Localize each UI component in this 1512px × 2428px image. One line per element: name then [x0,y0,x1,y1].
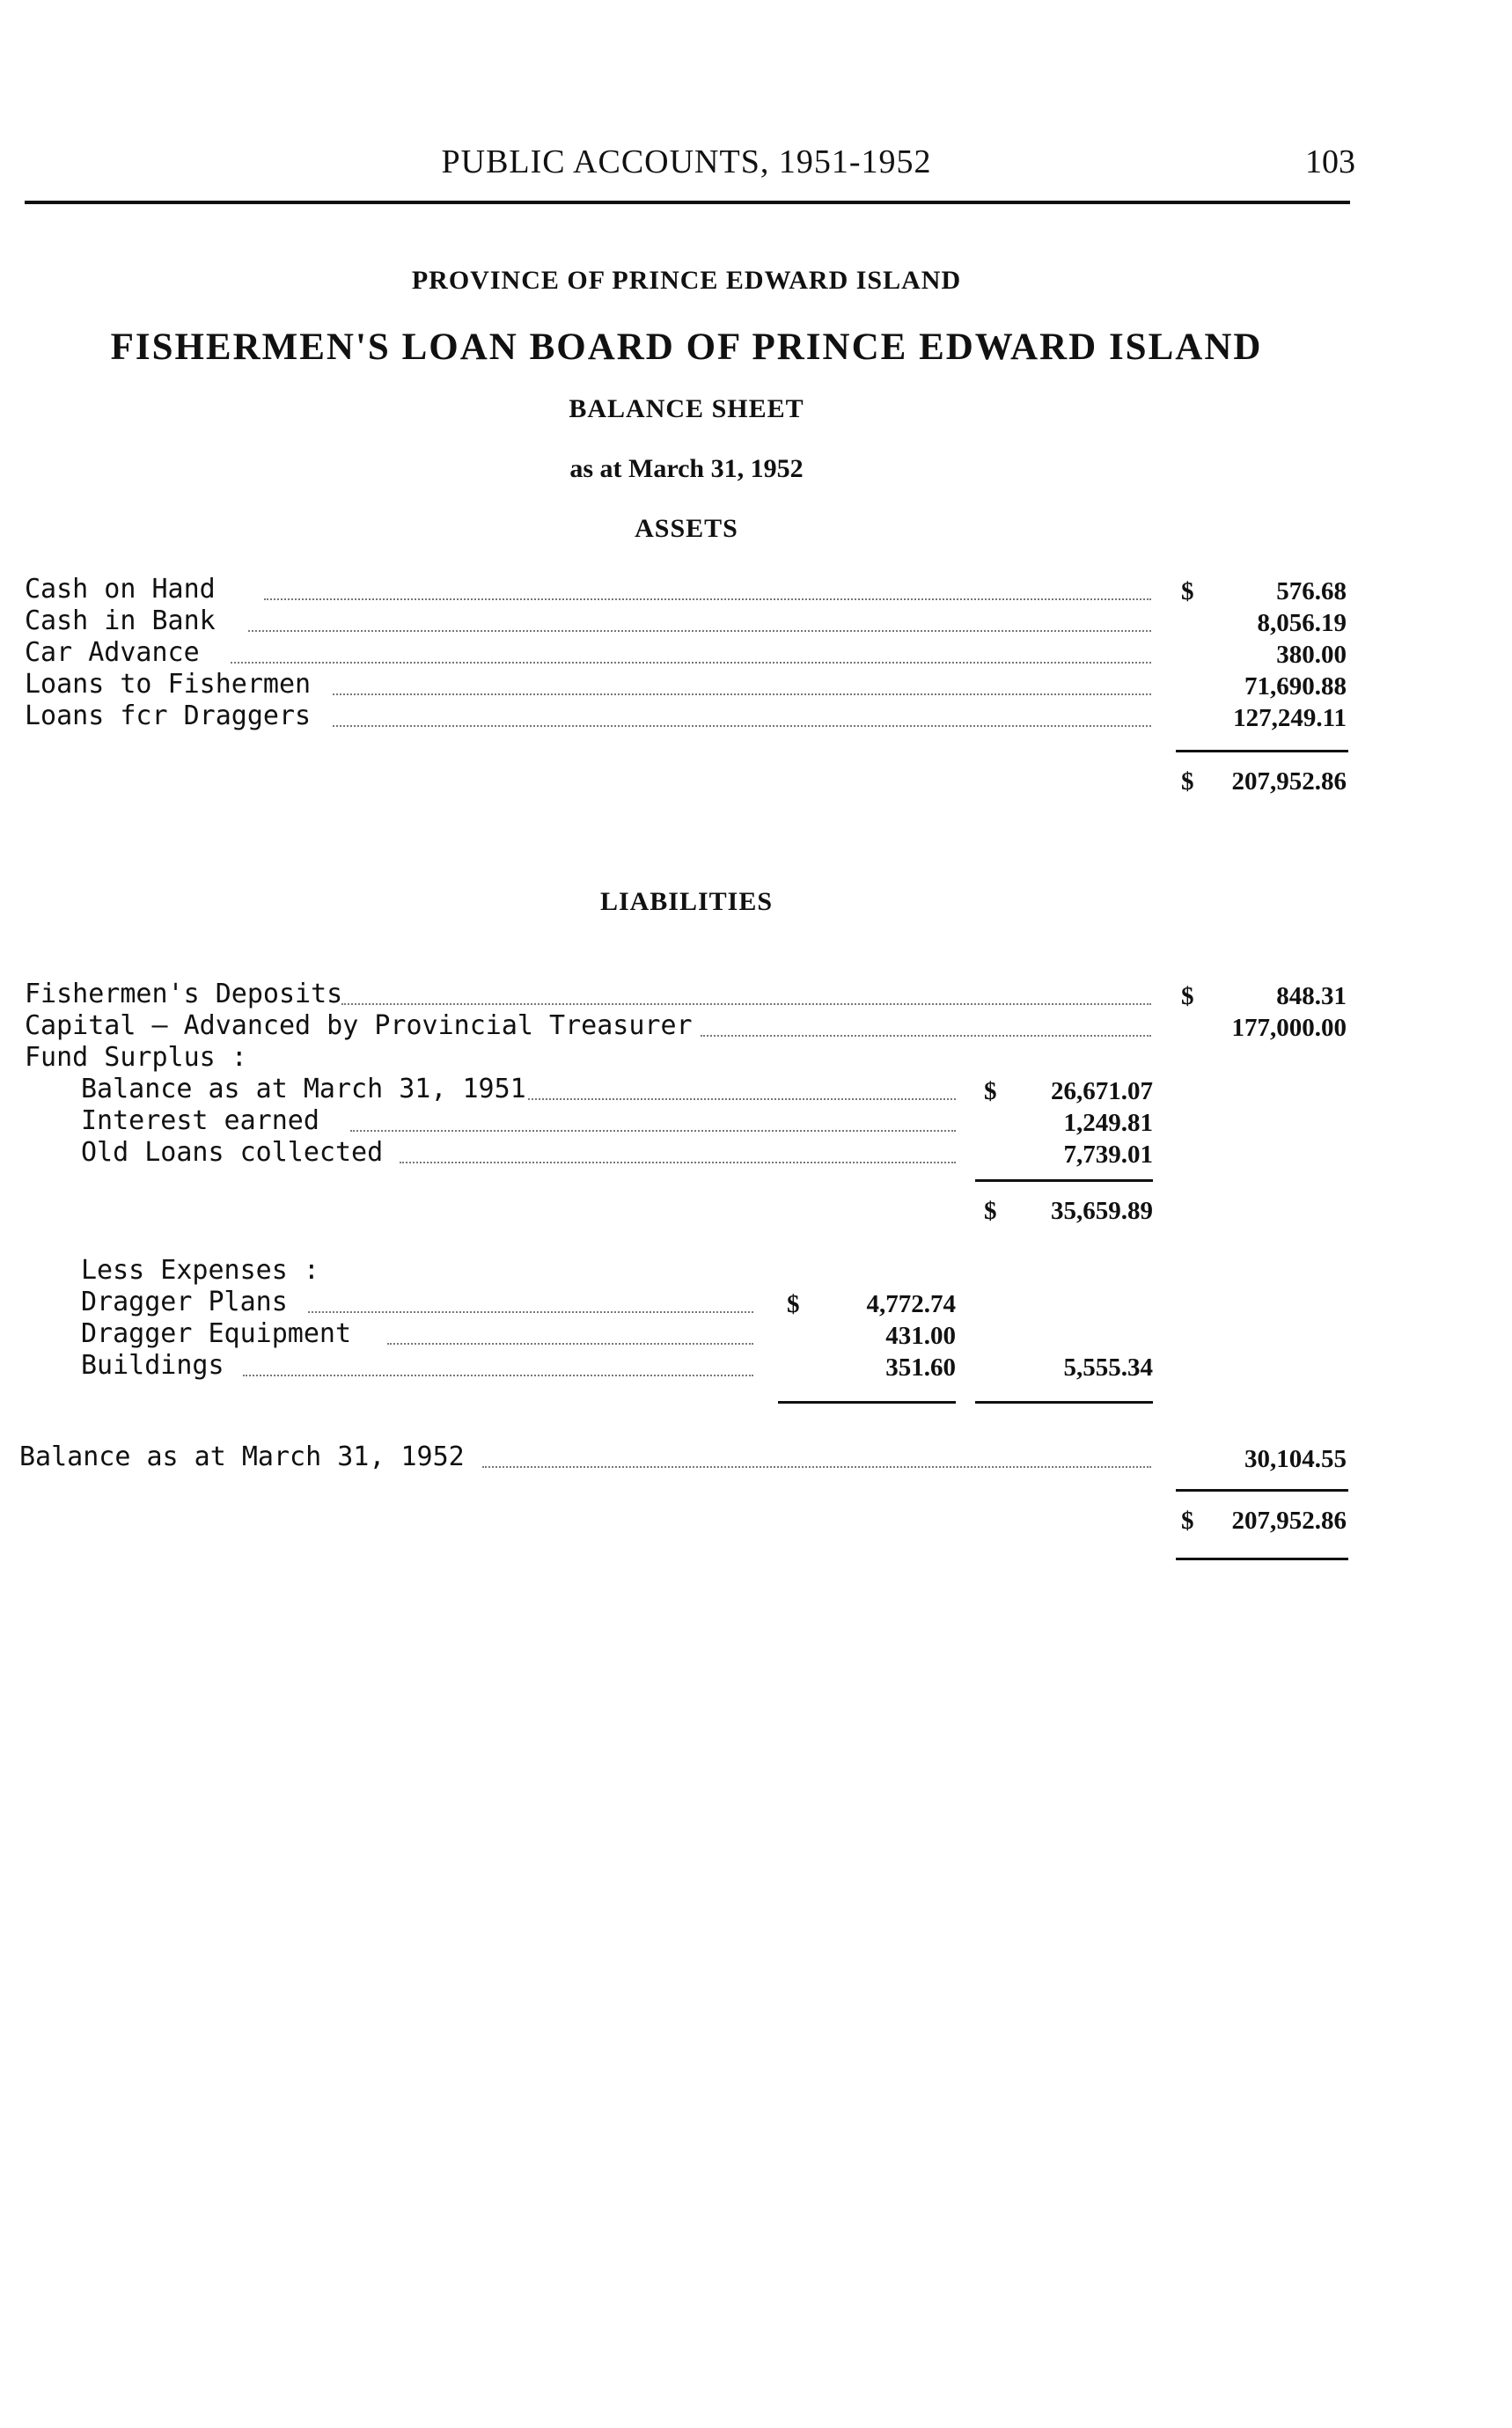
liability-amount: 848.31 [1276,982,1347,1010]
asset-dollar-sign: $ [1181,577,1194,605]
asset-amount: 127,249.11 [1233,704,1347,732]
dot-leader [243,1375,753,1376]
balance-amount: 30,104.55 [1244,1445,1347,1473]
less-expenses-label: Less Expenses : [81,1255,319,1286]
dot-leader [333,725,1151,727]
dot-leader [333,693,1151,695]
grand-total-rule-bottom [1176,1558,1348,1560]
surplus-amount: 7,739.01 [1063,1141,1153,1169]
liability-amount: 177,000.00 [1231,1014,1347,1042]
dot-leader [350,1130,956,1132]
assets-total-dollar: $ [1181,767,1194,796]
surplus-amount: 1,249.81 [1063,1109,1153,1137]
expense-item-label: Dragger Equipment [81,1318,352,1349]
surplus-item-label: Interest earned [81,1105,319,1136]
dot-leader [482,1466,1151,1468]
dot-leader [400,1162,956,1163]
asset-label: Cash in Bank [25,605,216,636]
balance-label: Balance as at March 31, 1952 [19,1441,465,1472]
fund-surplus-label: Fund Surplus : [25,1042,247,1073]
liability-label: Fishermen's Deposits [25,979,343,1009]
liability-label: Capital — Advanced by Provincial Treasurer [25,1010,693,1041]
total-rule [1176,750,1348,752]
dot-leader [264,598,1151,600]
asset-amount: 71,690.88 [1244,672,1347,701]
dot-leader [231,662,1151,664]
statement-heading: BALANCE SHEET [569,394,804,423]
expense-amount: 4,772.74 [866,1290,956,1318]
page-number: 103 [1305,143,1355,180]
header-rule [25,201,1350,204]
dot-leader [387,1343,753,1345]
asset-label: Loans fcr Draggers [25,701,312,731]
dot-leader [701,1035,1151,1037]
dot-leader [341,1003,1151,1005]
asset-amount: 380.00 [1276,641,1347,669]
asset-label: Cash on Hand [25,574,216,605]
statement-date: as at March 31, 1952 [569,454,804,483]
liability-dollar-sign: $ [1181,982,1194,1010]
board-heading: FISHERMEN'S LOAN BOARD OF PRINCE EDWARD ISLAND [110,326,1263,368]
asset-label: Car Advance [25,637,200,668]
expenses-total-rule [975,1401,1153,1404]
expense-amount: 351.60 [885,1353,956,1382]
surplus-subtotal-dollar: $ [984,1197,997,1225]
liabilities-heading: LIABILITIES [599,887,774,916]
asset-amount: 8,056.19 [1257,609,1347,637]
grand-total-rule-top [1176,1489,1348,1492]
asset-amount: 576.68 [1276,577,1347,605]
province-heading: PROVINCE OF PRINCE EDWARD ISLAND [411,266,962,295]
grand-total-dollar: $ [1181,1507,1194,1535]
surplus-dollar-sign: $ [984,1077,997,1105]
expenses-rule [778,1401,956,1404]
dot-leader [528,1098,956,1100]
surplus-item-label: Balance as at March 31, 1951 [81,1074,526,1104]
running-header-title: PUBLIC ACCOUNTS, 1951-1952 [441,143,932,180]
assets-heading: ASSETS [635,514,738,543]
asset-label: Loans to Fishermen [25,669,312,700]
expense-item-label: Buildings [81,1350,224,1381]
expense-amount: 431.00 [885,1322,956,1350]
grand-total: 207,952.86 [1231,1507,1347,1535]
subtotal-rule [975,1179,1153,1182]
surplus-amount: 26,671.07 [1051,1077,1153,1105]
expense-dollar-sign: $ [787,1290,800,1318]
dot-leader [308,1311,753,1313]
expense-item-label: Dragger Plans [81,1287,288,1317]
surplus-subtotal: 35,659.89 [1051,1197,1153,1225]
assets-total: 207,952.86 [1231,767,1347,796]
dot-leader [248,630,1151,632]
surplus-item-label: Old Loans collected [81,1137,384,1168]
expenses-total: 5,555.34 [1063,1353,1153,1382]
